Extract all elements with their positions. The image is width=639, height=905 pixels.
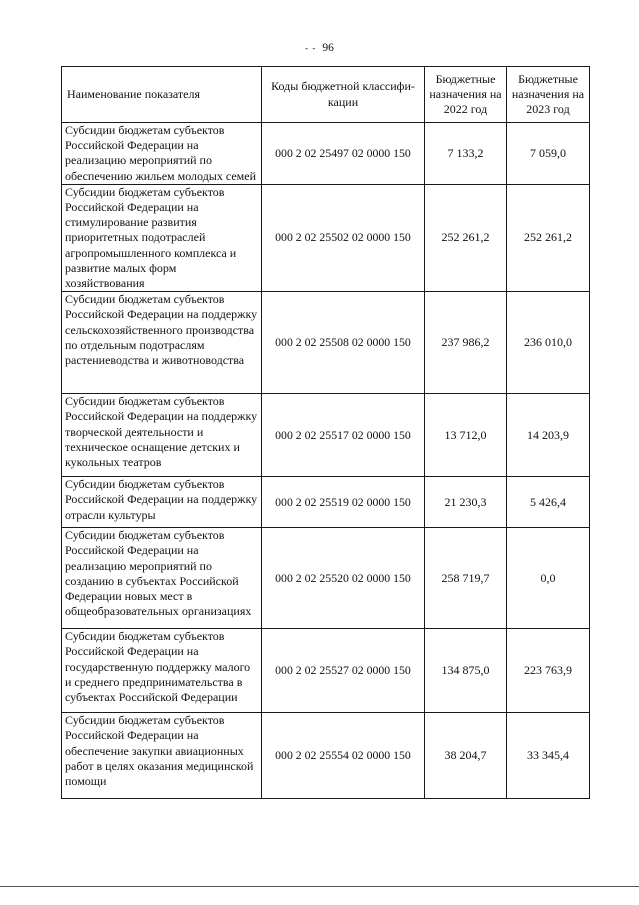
header-allocation-2022: Бюджетные назначения на 2022 год	[425, 67, 507, 123]
table-header-row	[62, 67, 590, 123]
indicator-name: Субсидии бюджетам субъектов Российской Федерации на государственную поддержку малого и среднего предпринимательства в субъектах Российской Федерации	[62, 629, 262, 713]
budget-code: 000 2 02 25517 02 0000 150	[262, 394, 425, 477]
budget-table	[61, 66, 590, 799]
allocation-2022: 21 230,3	[425, 477, 507, 528]
allocation-2022: 38 204,7	[425, 713, 507, 799]
indicator-name: Субсидии бюджетам субъектов Российской Федерации на реализацию мероприятий по обеспечению жильем молодых семей	[62, 123, 262, 185]
allocation-2022: 7 133,2	[425, 123, 507, 185]
allocation-2023: 33 345,4	[507, 713, 590, 799]
allocation-2023: 252 261,2	[507, 184, 590, 291]
table-row	[62, 123, 590, 185]
page-mark: - -	[305, 43, 317, 53]
budget-code: 000 2 02 25502 02 0000 150	[262, 184, 425, 291]
budget-code: 000 2 02 25527 02 0000 150	[262, 629, 425, 713]
allocation-2023: 14 203,9	[507, 394, 590, 477]
indicator-name: Субсидии бюджетам субъектов Российской Федерации на поддержку отрасли культуры	[62, 477, 262, 528]
table-row	[62, 528, 590, 629]
allocation-2023: 0,0	[507, 528, 590, 629]
table-row	[62, 477, 590, 528]
indicator-name: Субсидии бюджетам субъектов Российской Федерации на поддержку творческой деятельности и техническое оснащение детских и кукольных театров	[62, 394, 262, 477]
indicator-name: Субсидии бюджетам субъектов Российской Федерации на поддержку сельскохозяйственного производства по отдельным подотраслям растениеводства и животноводства	[62, 292, 262, 394]
budget-code: 000 2 02 25508 02 0000 150	[262, 292, 425, 394]
page-number	[0, 42, 639, 54]
budget-code: 000 2 02 25497 02 0000 150	[262, 123, 425, 185]
table-row	[62, 629, 590, 713]
budget-code: 000 2 02 25519 02 0000 150	[262, 477, 425, 528]
allocation-2022: 258 719,7	[425, 528, 507, 629]
budget-code: 000 2 02 25554 02 0000 150	[262, 713, 425, 799]
header-allocation-2023: Бюджетные назначения на 2023 год	[507, 67, 590, 123]
table-row	[62, 394, 590, 477]
allocation-2023: 236 010,0	[507, 292, 590, 394]
allocation-2023: 5 426,4	[507, 477, 590, 528]
page-bottom-rule	[0, 886, 639, 887]
indicator-name: Субсидии бюджетам субъектов Российской Федерации на стимулирование развития приоритетных подотраслей агропромышленного комплекса и развитие малых форм хозяйствования	[62, 184, 262, 291]
allocation-2022: 252 261,2	[425, 184, 507, 291]
table-row	[62, 292, 590, 394]
allocation-2022: 237 986,2	[425, 292, 507, 394]
budget-code: 000 2 02 25520 02 0000 150	[262, 528, 425, 629]
indicator-name: Субсидии бюджетам субъектов Российской Федерации на реализацию мероприятий по созданию в субъектах Российской Федерации новых мест в общеобразовательных организациях	[62, 528, 262, 629]
header-indicator-name: Наименование показателя	[62, 67, 262, 123]
header-budget-code: Коды бюджетной классифи-кации	[262, 67, 425, 123]
table-row	[62, 184, 590, 291]
page-number-value: 96	[322, 42, 334, 54]
allocation-2023: 7 059,0	[507, 123, 590, 185]
allocation-2022: 134 875,0	[425, 629, 507, 713]
allocation-2022: 13 712,0	[425, 394, 507, 477]
table-row	[62, 713, 590, 799]
indicator-name: Субсидии бюджетам субъектов Российской Федерации на обеспечение закупки авиационных работ в целях оказания медицинской помощи	[62, 713, 262, 799]
allocation-2023: 223 763,9	[507, 629, 590, 713]
